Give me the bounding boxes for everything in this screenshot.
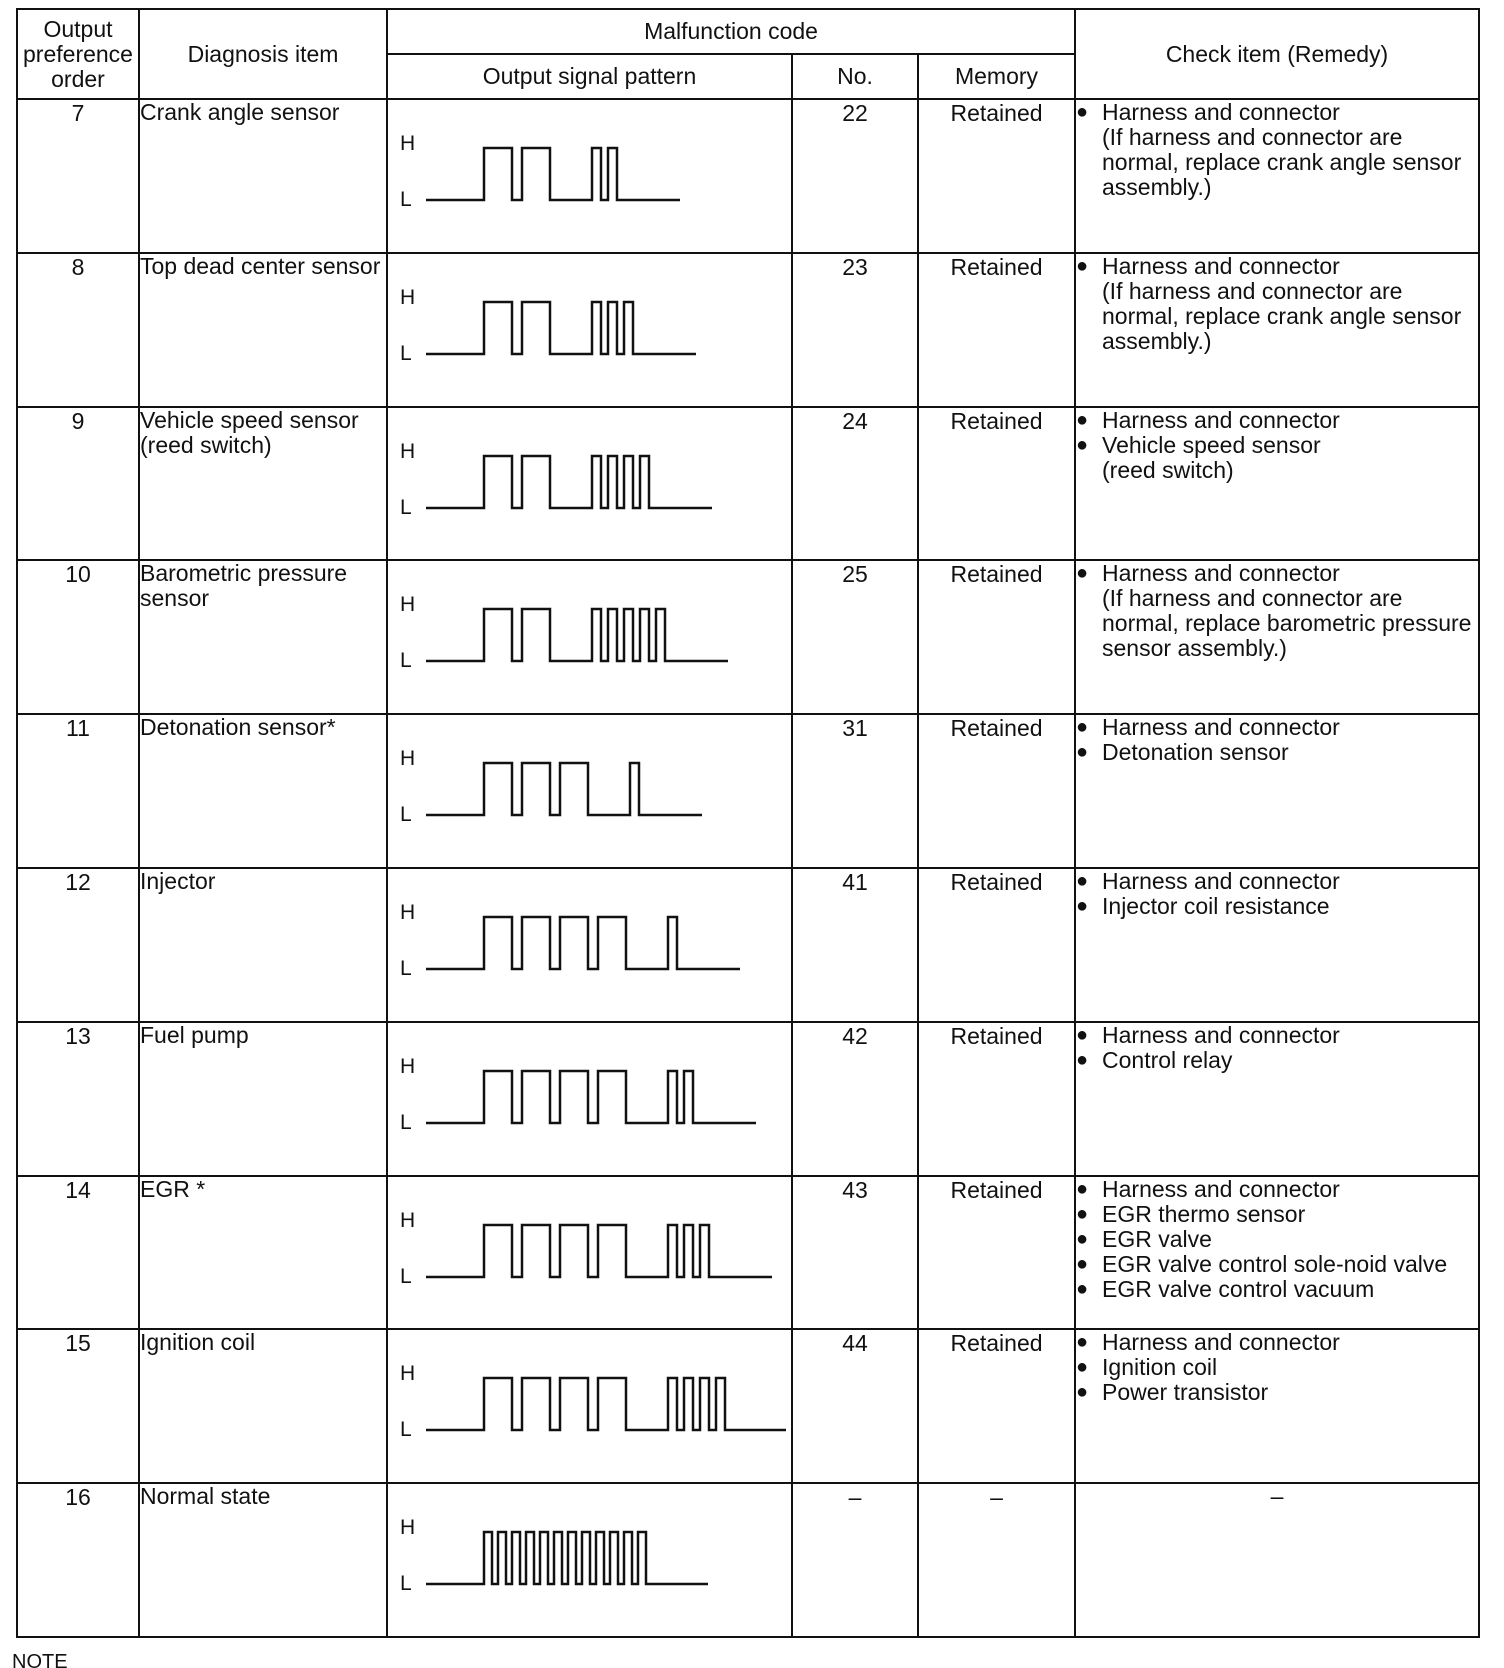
table-row [17,1176,1479,1330]
signal-waveform [426,1526,786,1590]
check-item-text: Ignition coil [1102,1354,1218,1381]
note-label: NOTE [12,1652,68,1668]
diagnosis-item-cell: Vehicle speed sensor (reed switch) [139,407,387,561]
check-item-cell [1075,868,1479,1022]
check-item [1076,1048,1478,1073]
diagnosis-item-cell: Injector [139,868,387,1022]
check-item-cell [1075,560,1479,714]
signal-pulse-train [426,1225,772,1277]
diagnosis-item-cell: Top dead center sensor [139,253,387,407]
high-level-label: H [400,285,416,309]
bullet-icon: ● [1076,254,1089,277]
output-signal-cell [387,407,792,561]
memory-cell: Retained [918,560,1075,714]
col-header-output-signal: Output signal pattern [387,54,792,99]
preference-order-cell: 15 [17,1329,139,1483]
preference-order-cell: 16 [17,1483,139,1637]
signal-pulse-train [426,148,680,200]
check-item-text: Injector coil resistance [1102,892,1330,919]
bullet-icon: ● [1076,741,1089,764]
low-level-label: L [400,1572,412,1596]
check-item-remedy: (If harness and connector are normal, replace crank angle sensor assembly.) [1102,277,1462,354]
check-item [1076,869,1478,894]
preference-order-cell: 10 [17,560,139,714]
diagnosis-item-cell: Ignition coil [139,1329,387,1483]
bullet-icon: ● [1076,1277,1089,1300]
code-number-cell: 25 [792,560,918,714]
table-row [17,1483,1479,1637]
low-level-label: L [400,188,412,211]
signal-pulse-train [426,763,702,815]
check-item-cell [1075,1329,1479,1483]
signal-pulse-train [426,1378,786,1430]
check-item-text: Harness and connector [1102,1175,1340,1202]
bullet-icon: ● [1076,1048,1089,1071]
check-item-text: Harness and connector [1102,99,1340,125]
check-item-text: Harness and connector [1102,252,1340,279]
low-level-label: L [400,495,412,519]
high-level-label: H [400,1362,416,1386]
signal-pulse-train [426,609,728,661]
check-item-remedy: (If harness and connector are normal, replace barometric pressure sensor assembly.) [1102,585,1472,662]
high-level-label: H [400,132,416,155]
preference-order-cell: 12 [17,868,139,1022]
col-header-malfunction-code: Malfunction code [387,9,1075,54]
check-item-cell [1075,253,1479,407]
preference-order-cell: 11 [17,714,139,868]
signal-pulse-train [426,1532,708,1584]
col-header-diagnosis-item: Diagnosis item [139,9,387,99]
check-item-text: Harness and connector [1102,406,1340,433]
code-number-cell: 31 [792,714,918,868]
bullet-icon: ● [1076,894,1089,917]
low-level-label: L [400,956,412,980]
signal-waveform [426,296,786,360]
col-header-memory: Memory [918,54,1075,99]
col-header-check-item: Check item (Remedy) [1075,9,1479,99]
check-item-text: Harness and connector [1102,1329,1340,1356]
bullet-icon: ● [1076,1381,1089,1404]
check-item [1076,100,1478,125]
low-level-label: L [400,649,412,673]
check-item [1076,1177,1478,1202]
table-row [17,407,1479,561]
signal-pulse-train [426,917,740,969]
check-item-remedy: (reed switch) [1102,456,1234,483]
check-item-text: EGR valve [1102,1225,1212,1252]
check-item-empty: – [1270,1483,1284,1510]
output-signal-cell [387,868,792,1022]
high-level-label: H [400,900,416,924]
output-signal-cell [387,1176,792,1330]
check-item-cell [1075,1022,1479,1176]
code-number-cell: 43 [792,1176,918,1330]
check-item-text: Detonation sensor [1102,739,1289,766]
check-item-text: Vehicle speed sensor [1102,431,1321,458]
memory-cell: Retained [918,407,1075,561]
check-item [1076,740,1478,765]
high-level-label: H [400,1516,416,1540]
output-signal-cell [387,1329,792,1483]
bullet-icon: ● [1076,1252,1089,1275]
check-item-text: Control relay [1102,1046,1233,1073]
signal-pulse-train [426,456,712,508]
check-item [1076,1252,1478,1277]
memory-cell: Retained [918,253,1075,407]
check-item [1076,408,1478,433]
output-signal-cell [387,1483,792,1637]
high-level-label: H [400,1208,416,1232]
check-item-text: Harness and connector [1102,714,1340,741]
check-item-cell [1075,1483,1479,1637]
signal-waveform [426,142,786,206]
low-level-label: L [400,1110,412,1134]
signal-waveform [426,450,786,514]
code-number-cell: 44 [792,1329,918,1483]
table-row [17,868,1479,1022]
diagnosis-item-cell: EGR * [139,1176,387,1330]
check-item [1076,561,1478,586]
check-item [1076,1202,1478,1227]
bullet-icon: ● [1076,1177,1089,1200]
low-level-label: L [400,1418,412,1442]
bullet-icon: ● [1076,562,1089,585]
memory-cell: Retained [918,1176,1075,1330]
check-item-text: Power transistor [1102,1379,1269,1406]
diagnosis-item-cell: Barometric pressure sensor [139,560,387,714]
check-item [1076,1330,1478,1355]
signal-waveform [426,1372,786,1436]
memory-cell: – [918,1483,1075,1637]
signal-waveform [426,1219,786,1283]
table-row [17,1329,1479,1483]
check-item-remedy: (If harness and connector are normal, replace crank angle sensor assembly.) [1102,124,1462,200]
diagnosis-item-cell: Detonation sensor* [139,714,387,868]
check-item-cell [1075,714,1479,868]
low-level-label: L [400,1264,412,1288]
output-signal-cell [387,99,792,253]
high-level-label: H [400,593,416,617]
col-header-preference-order: Output preference order [17,9,139,99]
table-row [17,99,1479,253]
preference-order-cell: 13 [17,1022,139,1176]
bullet-icon: ● [1076,1202,1089,1225]
check-item [1076,1380,1478,1405]
check-item-text: Harness and connector [1102,867,1340,894]
bullet-icon: ● [1076,1023,1089,1046]
output-signal-cell [387,1022,792,1176]
check-item [1076,1023,1478,1048]
signal-waveform [426,911,786,975]
check-item-text: EGR thermo sensor [1102,1200,1306,1227]
preference-order-cell: 9 [17,407,139,561]
preference-order-cell: 7 [17,99,139,253]
memory-cell: Retained [918,714,1075,868]
check-item-cell [1075,99,1479,253]
bullet-icon: ● [1076,1356,1089,1379]
table-body [17,99,1479,1637]
preference-order-cell: 14 [17,1176,139,1330]
col-header-code-no: No. [792,54,918,99]
table-row [17,714,1479,868]
signal-waveform [426,603,786,667]
bullet-icon: ● [1076,716,1089,739]
bullet-icon: ● [1076,101,1089,123]
high-level-label: H [400,1054,416,1078]
malfunction-code-table [16,8,1480,1638]
code-number-cell: 23 [792,253,918,407]
memory-cell: Retained [918,1022,1075,1176]
memory-cell: Retained [918,99,1075,253]
signal-pulse-train [426,1071,756,1123]
check-item-text: Harness and connector [1102,1021,1340,1048]
table-row [17,560,1479,714]
check-item [1076,254,1478,279]
diagnosis-item-cell: Fuel pump [139,1022,387,1176]
code-number-cell: 41 [792,868,918,1022]
diagnosis-item-cell: Normal state [139,1483,387,1637]
output-signal-cell [387,714,792,868]
check-item [1076,433,1478,458]
signal-waveform [426,1065,786,1129]
bullet-icon: ● [1076,869,1089,892]
check-item [1076,715,1478,740]
memory-cell: Retained [918,868,1075,1022]
check-item-text: EGR valve control sole-noid valve [1102,1250,1448,1277]
check-item-cell [1075,407,1479,561]
table-row [17,253,1479,407]
low-level-label: L [400,803,412,827]
high-level-label: H [400,439,416,463]
check-item [1076,1227,1478,1252]
code-number-cell: – [792,1483,918,1637]
code-number-cell: 22 [792,99,918,253]
check-item-text: Harness and connector [1102,560,1340,587]
signal-pulse-train [426,302,696,354]
diagnosis-item-cell: Crank angle sensor [139,99,387,253]
table-row [17,1022,1479,1176]
check-item-cell [1075,1176,1479,1330]
bullet-icon: ● [1076,1331,1089,1354]
check-item [1076,1355,1478,1380]
check-item-text: EGR valve control vacuum [1102,1275,1375,1302]
check-item [1076,1277,1478,1302]
code-number-cell: 42 [792,1022,918,1176]
high-level-label: H [400,747,416,771]
signal-waveform [426,757,786,821]
check-item [1076,894,1478,919]
output-signal-cell [387,560,792,714]
preference-order-cell: 8 [17,253,139,407]
output-signal-cell [387,253,792,407]
memory-cell: Retained [918,1329,1075,1483]
bullet-icon: ● [1076,1227,1089,1250]
bullet-icon: ● [1076,408,1089,431]
low-level-label: L [400,341,412,365]
bullet-icon: ● [1076,433,1089,456]
code-number-cell: 24 [792,407,918,561]
